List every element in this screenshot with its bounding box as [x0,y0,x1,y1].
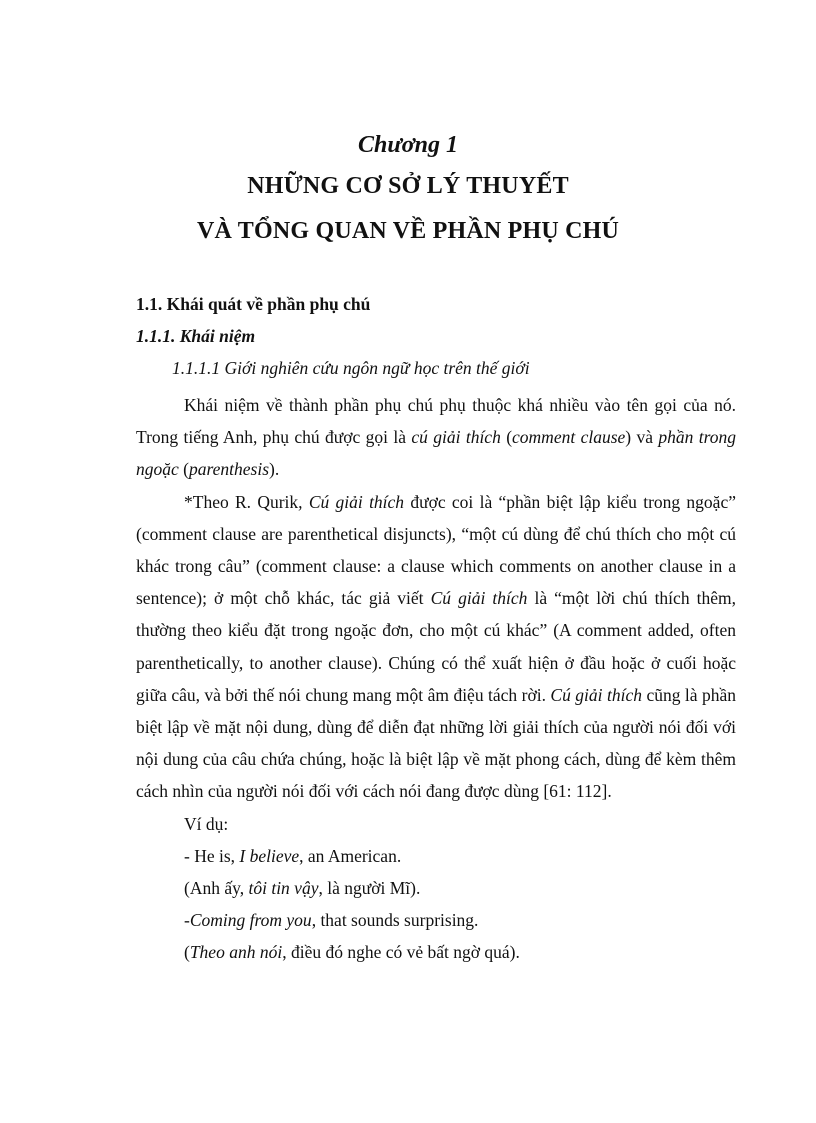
paragraph-1 [136,389,736,486]
text-run: Khái niệm về thành phần phụ chú phụ thuộc khá nhiều vào tên gọi của nó. Trong tiếng Anh, phụ chú được gọi là [136,395,736,448]
paragraph-2 [136,486,736,808]
example-1 [136,840,736,872]
text-run: , điều đó nghe có vẻ bất ngờ quá). [282,942,520,963]
text-run: - [184,910,190,931]
text-run: ). [269,459,280,480]
italic-term: , Cú giải thích [298,491,405,512]
italic-term: tôi tin vậy [248,878,319,899]
section-heading-1-1-1: 1.1.1. Khái niệm [136,326,256,346]
italic-term: I believe [239,845,300,866]
text-run: ) và [625,427,659,448]
section-heading-1-1-1-1: 1.1.1.1 Giới nghiên cứu ngôn ngữ học trên thế giới [172,358,530,378]
example-2 [136,904,736,936]
example-1-translation [136,872,736,904]
italic-term: phần trong ngoặc [136,427,736,480]
italic-term: cú giải thích [411,427,501,448]
text-run: - He is, [184,845,240,866]
text-run: cũng là phần biệt lập về mặt nội dung, dùng để diễn đạt những lời giải thích của người nói đối với nội dung của câu chứa chúng, hoặc là biệt lập về mặt phong cách, dùng để kèm thêm cách nhìn của người nói đối với cách nói đang được dùng [61: 112]. [136,684,737,802]
italic-term: Coming from you [189,910,312,931]
section-heading-1-1: 1.1. Khái quát về phần phụ chú [136,294,371,314]
text-run: ( [500,427,513,448]
italic-term: comment clause [512,427,626,448]
italic-term: Theo anh nói [189,942,283,963]
italic-term: Cú giải thích [550,684,642,705]
text-run: , an American. [299,845,402,866]
chapter-title-line-1: NHỮNG CƠ SỞ LÝ THUYẾT [247,173,569,199]
text-run: *Theo R. Qurik [184,491,299,512]
chapter-title-line-2: VÀ TỔNG QUAN VỀ PHẦN PHỤ CHÚ [196,218,620,244]
text-run: là “một lời chú thích thêm, thường theo kiểu đặt trong ngoặc đơn, cho một cú khác” (A comment added, often parenthetically, to another clause). Chúng có thể xuất hiện ở đầu hoặc ở cuối hoặc giữa câu, và bởi thế nói chung mang một âm điệu tách rời. [136,588,736,705]
example-2-translation [136,936,736,968]
italic-term: parenthesis [188,459,270,480]
italic-term: Cú giải thích [430,588,528,609]
text-run: , that sounds surprising. [311,910,479,931]
example-label: Ví dụ: [184,813,229,834]
text-run: , là người Mĩ). [318,878,421,899]
text-run: ( [184,942,190,963]
text-run: ( [178,459,189,480]
body-text [136,389,736,969]
chapter-heading: Chương 1 [358,132,458,158]
text-run: (Anh ấy, [184,878,249,899]
text-run: được coi là “phần biệt lập kiểu trong ngoặc” (comment clause are parenthetical disjuncts), “một cú dùng để chú thích cho một cú khác trong câu” (comment clause: a clause which comments on another clause in a sentence); ở một chỗ khác, tác giả viết [136,491,736,609]
